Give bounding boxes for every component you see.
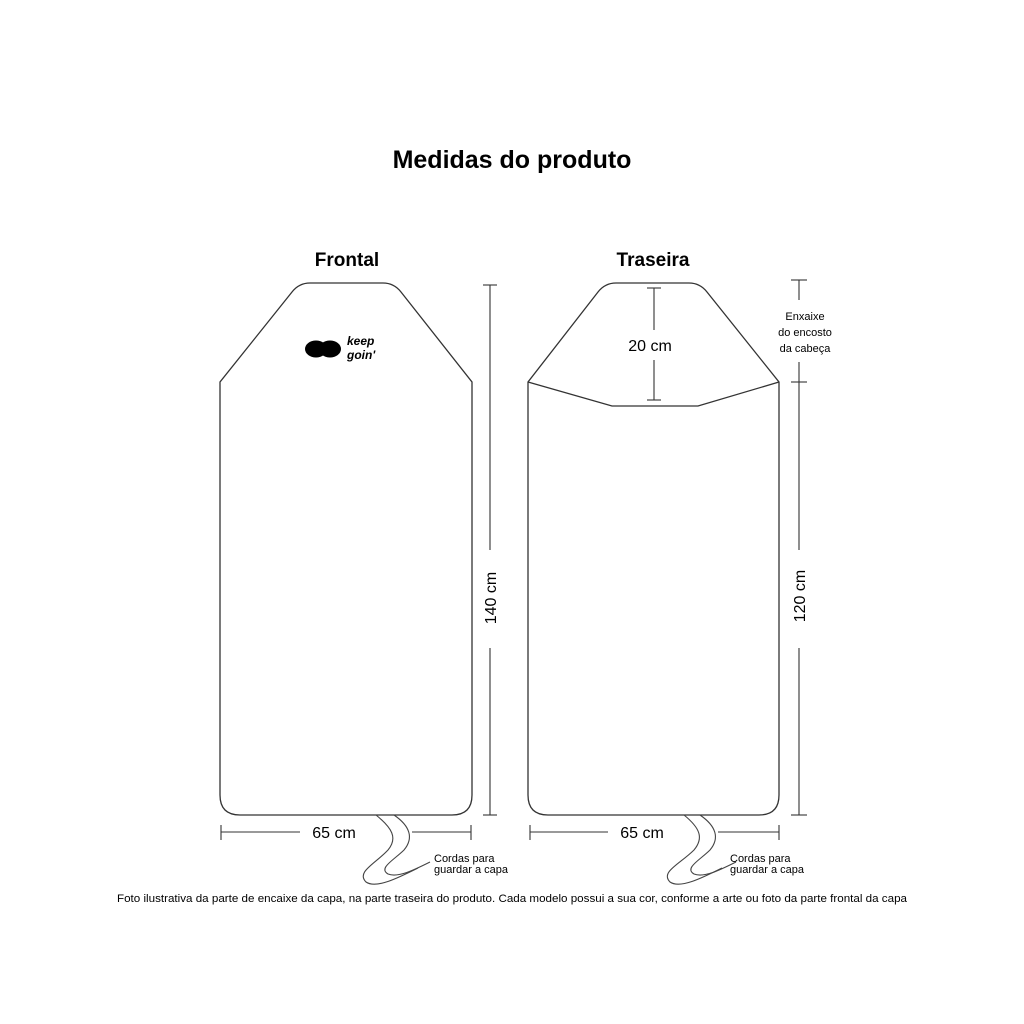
- page-title: Medidas do produto: [392, 146, 632, 174]
- back-heading: Traseira: [616, 250, 690, 271]
- front-width-label: 65 cm: [312, 825, 356, 842]
- logo-text-keep: keep: [347, 334, 375, 348]
- front-cord-label-line1: Cordas para: [434, 853, 495, 865]
- headrest-dimension: [628, 288, 672, 400]
- front-width-dimension: [221, 825, 471, 842]
- footnote-caption: Foto ilustrativa da parte de encaixe da capa, na parte traseira do produto. Cada modelo possui a sua cor, conforme a arte ou foto da parte frontal da capa: [117, 893, 908, 905]
- front-height-label: 140 cm: [483, 571, 500, 625]
- front-cover-outline: [220, 283, 472, 815]
- front-cords: [363, 815, 430, 884]
- headrest-note-line2: do encosto: [778, 327, 832, 339]
- back-view: [528, 250, 832, 884]
- headrest-dimension-label: 20 cm: [628, 338, 672, 355]
- headrest-note-line1: Enxaixe: [785, 311, 825, 323]
- headrest-note-line3: da cabeça: [779, 343, 831, 355]
- back-height-label: 120 cm: [792, 569, 809, 623]
- front-heading: Frontal: [314, 250, 380, 271]
- infinity-icon: [305, 341, 341, 358]
- keep-goin-logo: [305, 334, 376, 362]
- logo-text-goin: goin': [347, 348, 376, 362]
- front-cord-label-line2: guardar a capa: [434, 864, 508, 876]
- front-view: [220, 250, 509, 884]
- front-height-dimension: [483, 285, 500, 815]
- back-cord-label-line1: Cordas para: [730, 853, 791, 865]
- back-cord-label-line2: guardar a capa: [730, 864, 804, 876]
- back-height-dimension: [791, 382, 809, 815]
- back-cords: [667, 815, 736, 884]
- back-width-dimension: [530, 825, 779, 842]
- back-width-label: 65 cm: [620, 825, 664, 842]
